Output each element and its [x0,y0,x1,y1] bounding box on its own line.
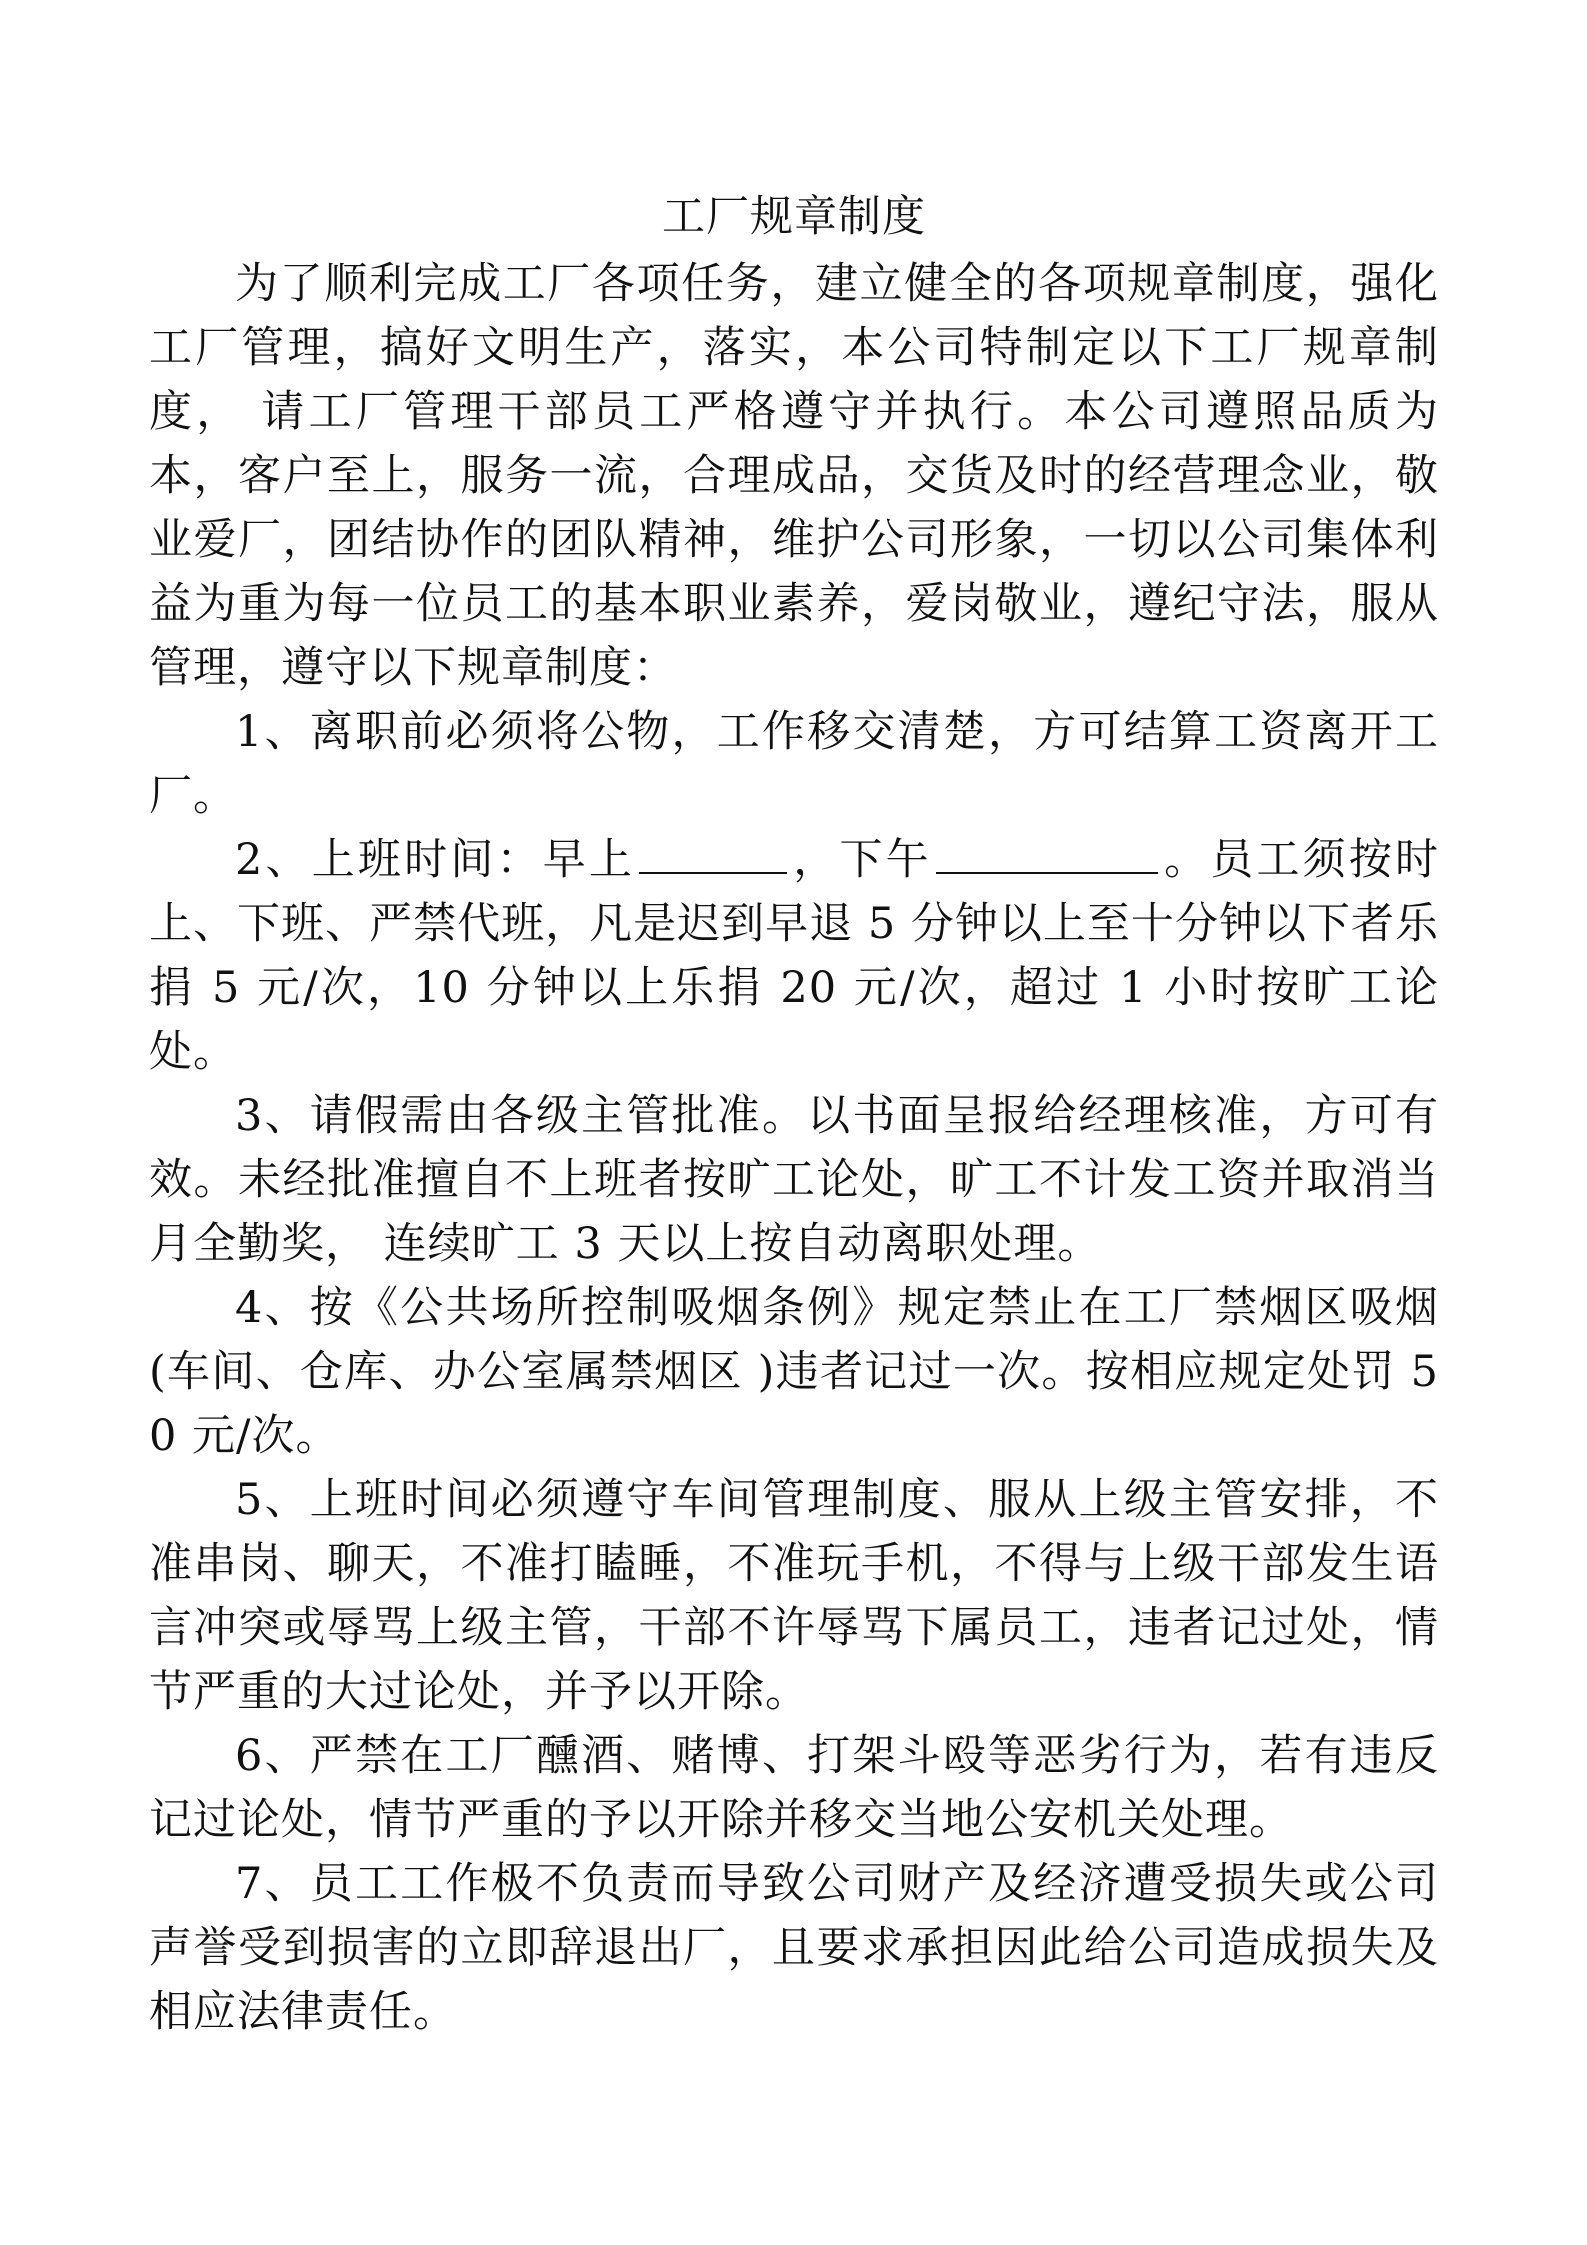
document-title: 工厂规章制度 [662,192,926,242]
document-page [149,190,1439,2044]
intro-paragraph: 为了顺利完成工厂各项任务，建立健全的各项规章制度，强化工厂管理，搞好文明生产，落实，本公司特制定以下工厂规章制度， 请工厂管理干部员工严格遵守并执行。本公司遵照品质为本，客户至上，服务一流，合理成品，交货及时的经营理念业，敬业爱厂，团结协作的团队精神，维护公司形象，一切以公司集体利益为重为每一位员工的基本职业素养，爱岗敬业，遵纪守法，服从管理，遵守以下规章制度： [149,258,1439,693]
rule-4-paragraph: 4、按《公共场所控制吸烟条例》规定禁止在工厂禁烟区吸烟(车间、仓库、办公室属禁烟区 )违者记过一次。按相应规定处罚 50 元/次。 [149,1282,1439,1461]
rule-2-prefix: 2、上班时间：早上 [235,834,636,885]
rule-6-paragraph: 6、严禁在工厂醺酒、赌博、打架斗殴等恶劣行为，若有违反记过论处，情节严重的予以开除并移交当地公安机关处理。 [149,1730,1439,1845]
rule-1-paragraph: 1、离职前必须将公物，工作移交清楚，方可结算工资离开工厂。 [149,706,1439,821]
morning-time-blank [639,828,787,874]
rule-2-paragraph [149,828,1439,1084]
rule-2-suffix: 。员工须按时上、下班、严禁代班，凡是迟到早退 5 分钟以上至十分钟以下者乐捐 5 元/次，10 分钟以上乐捐 20 元/次，超过 1 小时按旷工论处。 [149,834,1440,1077]
afternoon-time-blank [936,828,1158,874]
rule-5-paragraph: 5、上班时间必须遵守车间管理制度、服从上级主管安排，不准串岗、聊天，不准打瞌睡，不准玩手机，不得与上级干部发生语言冲突或辱骂上级主管，干部不许辱骂下属员工，违者记过处，情节严重的大过论处，并予以开除。 [149,1474,1439,1717]
rule-7-paragraph: 7、员工工作极不负责而导致公司财产及经济遭受损失或公司声誉受到损害的立即辞退出厂，且要求承担因此给公司造成损失及相应法律责任。 [149,1858,1439,2037]
rule-2-middle: ，下午 [791,834,932,885]
rule-3-paragraph: 3、请假需由各级主管批准。以书面呈报给经理核准，方可有效。未经批准擅自不上班者按旷工论处，旷工不计发工资并取消当月全勤奖， 连续旷工 3 天以上按自动离职处理。 [149,1090,1439,1269]
